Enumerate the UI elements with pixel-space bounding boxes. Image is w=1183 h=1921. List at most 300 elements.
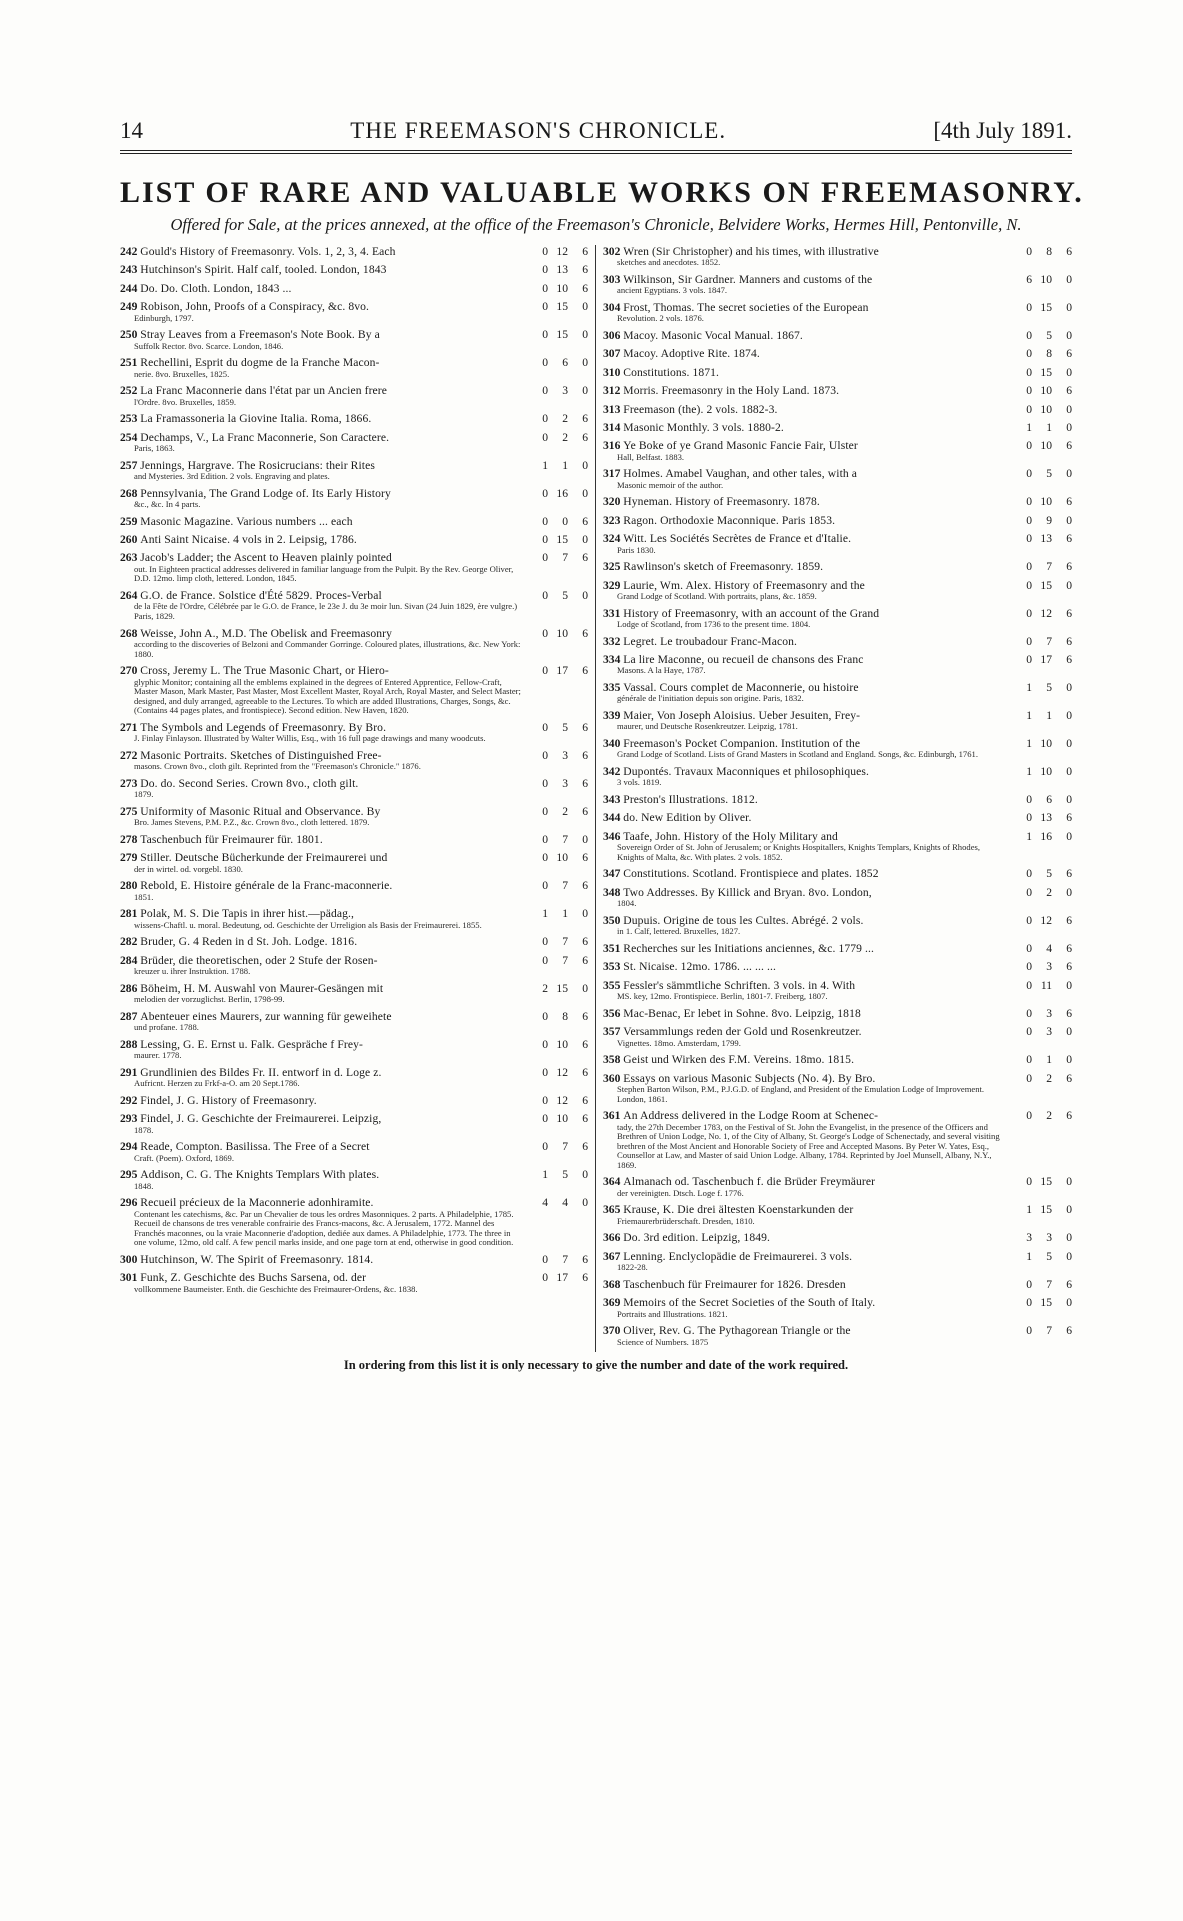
entry-number: 294 xyxy=(120,1140,138,1154)
entry-number: 347 xyxy=(603,867,621,881)
price-pence: 6 xyxy=(582,1093,588,1107)
entry-body xyxy=(120,1038,522,1061)
price-pence: 6 xyxy=(1066,1006,1072,1020)
entry-title: Findel, J. G. History of Freemasonry. xyxy=(140,1093,317,1107)
entry-title: Hutchinson, W. The Spirit of Freemasonry. 1814. xyxy=(140,1253,374,1266)
price-shillings: 15 xyxy=(1040,1296,1052,1310)
entry-number: 332 xyxy=(603,634,621,648)
entry-number: 351 xyxy=(603,941,621,955)
price-shillings: 10 xyxy=(1040,737,1052,751)
book-entry xyxy=(120,721,588,744)
book-entry xyxy=(603,1025,1072,1048)
entry-body xyxy=(120,805,522,828)
price-pounds: 0 xyxy=(1026,560,1032,574)
entry-body xyxy=(120,282,522,295)
price-pence: 6 xyxy=(582,664,588,678)
entry-body xyxy=(603,1203,1006,1226)
entry-number: 252 xyxy=(120,384,138,398)
entry-body xyxy=(120,300,522,323)
price-pence: 0 xyxy=(582,1168,588,1182)
entry-body xyxy=(603,811,1006,824)
price-pence: 0 xyxy=(1066,467,1072,481)
price-pounds: 0 xyxy=(542,356,548,370)
entry-title: Mac-Benac, Er lebet in Sohne. 8vo. Leipzig, 1818 xyxy=(623,1006,861,1020)
entry-details: Science of Numbers. 1875 xyxy=(617,1336,709,1347)
price-pounds: 3 xyxy=(1026,1231,1032,1245)
book-entry xyxy=(120,954,588,977)
price-pence: 6 xyxy=(1066,913,1072,927)
entry-body xyxy=(603,653,1006,676)
book-entry xyxy=(603,635,1072,648)
book-entry xyxy=(603,579,1072,602)
entry-title: Grundlinien des Bildes Fr. II. entworf in d. Loge z. xyxy=(140,1065,382,1079)
entry-body xyxy=(603,1231,1006,1244)
entry-details: Suffolk Rector. 8vo. Scarce. London, 1846. xyxy=(134,340,284,351)
price-pence: 6 xyxy=(582,879,588,893)
entry-number: 307 xyxy=(603,347,621,361)
price-pence: 0 xyxy=(582,458,588,472)
entry-price xyxy=(522,328,588,341)
entry-price xyxy=(522,245,588,258)
book-entry xyxy=(120,1038,588,1061)
entry-details: tady, the 27th December 1783, on the Festival of St. John the Evangelist, in the presence of the Officers and Brethren of Union Lodge, No. 1, of the City of Albany, St. George's Lodge of Schenectady, and several visiting brethren of the Most Ancient and Honorable Society of Free and Accepted Masons. By Peter W. Yates, Esq., Counsellor at Law, and Master of said Union Lodge. Albany, 1784. Reprinted by Joel Munsell, Albany, N.Y., 1869. xyxy=(617,1121,1000,1170)
price-shillings: 8 xyxy=(1046,347,1052,361)
entry-body xyxy=(603,560,1006,573)
book-entry xyxy=(120,412,588,425)
entry-body xyxy=(603,273,1006,296)
entry-number: 257 xyxy=(120,458,138,472)
entry-price xyxy=(522,777,588,790)
price-pence: 0 xyxy=(582,533,588,547)
entry-price xyxy=(1006,495,1072,508)
price-shillings: 1 xyxy=(562,458,568,472)
entry-body xyxy=(603,1109,1006,1170)
entry-price xyxy=(1006,1175,1072,1188)
book-entry xyxy=(120,589,588,622)
price-shillings: 7 xyxy=(562,1253,568,1266)
price-shillings: 3 xyxy=(562,777,568,790)
entry-title: Masonic Magazine. Various numbers ... each xyxy=(140,514,353,528)
entry-price xyxy=(522,356,588,369)
entry-price xyxy=(522,664,588,677)
entry-number: 264 xyxy=(120,589,138,603)
entry-body xyxy=(603,467,1006,490)
price-shillings: 15 xyxy=(1040,301,1052,314)
entry-number: 342 xyxy=(603,765,621,779)
book-entry xyxy=(603,1072,1072,1105)
entry-price xyxy=(1006,681,1072,694)
entry-body xyxy=(603,681,1006,704)
entry-number: 291 xyxy=(120,1065,138,1079)
book-entry xyxy=(603,245,1072,268)
price-pence: 6 xyxy=(582,721,588,734)
entry-title: Do. do. Second Series. Crown 8vo., cloth gilt. xyxy=(140,777,359,790)
entry-price xyxy=(522,1168,588,1181)
entry-title: Macoy. Masonic Vocal Manual. 1867. xyxy=(623,329,803,342)
entry-title: Versammlungs reden der Gold und Rosenkreutzer. xyxy=(623,1025,862,1039)
price-pence: 0 xyxy=(1066,1296,1072,1310)
book-entry xyxy=(603,366,1072,379)
entry-details: Stephen Barton Wilson, P.M., P.J.G.D. of England, and President of the Emulation Lodge of Improvement. London, 1861. xyxy=(617,1083,985,1104)
entry-body xyxy=(603,1175,1006,1198)
newspaper-page xyxy=(120,118,1084,1373)
entry-details: Paris, 1863. xyxy=(134,443,175,454)
book-entry xyxy=(603,1231,1072,1244)
running-header xyxy=(120,118,1072,151)
entry-body xyxy=(120,487,522,510)
book-entry xyxy=(120,935,588,948)
entry-title: Maier, Von Joseph Aloisius. Ueber Jesuiten, Frey- xyxy=(623,709,861,723)
entry-title: Ye Boke of ye Grand Masonic Fancie Fair, Ulster xyxy=(623,439,858,453)
entry-title: Bruder, G. 4 Reden in d St. Joh. Lodge. 1816. xyxy=(140,935,358,949)
price-pence: 6 xyxy=(582,851,588,865)
entry-price xyxy=(1006,914,1072,927)
price-pounds: 0 xyxy=(542,1037,548,1051)
price-shillings: 8 xyxy=(562,1009,568,1023)
price-pounds: 0 xyxy=(1026,439,1032,453)
price-pence: 0 xyxy=(1066,793,1072,807)
entry-title: Jacob's Ladder; the Ascent to Heaven plainly pointed xyxy=(140,551,392,565)
entry-price xyxy=(1006,329,1072,342)
price-pounds: 0 xyxy=(1026,365,1032,379)
price-shillings: 10 xyxy=(1040,273,1052,286)
price-shillings: 1 xyxy=(1046,1053,1052,1067)
price-pounds: 1 xyxy=(542,458,548,472)
book-entry xyxy=(603,681,1072,704)
price-shillings: 7 xyxy=(562,953,568,967)
entry-price xyxy=(1006,942,1072,955)
entry-number: 253 xyxy=(120,412,138,426)
price-pounds: 0 xyxy=(542,1271,548,1285)
entry-details: vollkommene Baumeister. Enth. die Geschichte des Freimaurer-Ordens, &c. 1838. xyxy=(134,1283,418,1294)
entry-details: Lodge of Scotland, from 1736 to the present time. 1804. xyxy=(617,619,811,630)
entry-title: Polak, M. S. Die Tapis in ihrer hist.—pädag., xyxy=(140,907,355,921)
price-pounds: 1 xyxy=(1026,1249,1032,1263)
price-pounds: 0 xyxy=(1026,301,1032,314)
entry-details: 1848. xyxy=(134,1180,154,1191)
price-pence: 0 xyxy=(1066,365,1072,379)
price-pounds: 0 xyxy=(1026,245,1032,258)
price-pounds: 0 xyxy=(1026,913,1032,927)
price-shillings: 7 xyxy=(1046,560,1052,574)
price-pounds: 0 xyxy=(542,412,548,426)
price-pounds: 0 xyxy=(542,551,548,565)
price-shillings: 5 xyxy=(1046,329,1052,342)
price-pounds: 0 xyxy=(1026,1071,1032,1085)
issue-date: [4th July 1891. xyxy=(933,118,1072,143)
price-pence: 6 xyxy=(582,1009,588,1023)
entry-number: 278 xyxy=(120,833,138,846)
price-shillings: 10 xyxy=(1040,495,1052,509)
price-pounds: 0 xyxy=(1026,1006,1032,1020)
entry-title: Freemason (the). 2 vols. 1882-3. xyxy=(623,402,778,416)
entry-title: Morris. Freemasonry in the Holy Land. 1873. xyxy=(623,384,840,398)
entry-details: according to the discoveries of Belzoni and Commander Gorringe. Coloured plates, illustrations, &c. New York: 1880. xyxy=(134,639,521,659)
entry-title: Brüder, die theoretischen, oder 2 Stufe der Rosen- xyxy=(140,953,378,967)
entry-body xyxy=(120,1112,522,1135)
price-shillings: 7 xyxy=(562,551,568,565)
entry-title: do. New Edition by Oliver. xyxy=(623,811,752,825)
entry-price xyxy=(1006,1296,1072,1309)
price-pounds: 1 xyxy=(1026,765,1032,779)
price-shillings: 7 xyxy=(1046,1324,1052,1338)
price-pounds: 0 xyxy=(1026,1175,1032,1189)
entry-price xyxy=(1006,1072,1072,1085)
price-shillings: 15 xyxy=(556,981,568,995)
book-entry xyxy=(120,833,588,846)
entry-price xyxy=(1006,366,1072,379)
entry-number: 317 xyxy=(603,467,621,481)
price-shillings: 2 xyxy=(562,430,568,444)
price-pence: 0 xyxy=(582,328,588,342)
price-pounds: 0 xyxy=(1026,467,1032,481)
book-entry xyxy=(120,384,588,407)
price-pounds: 0 xyxy=(542,935,548,949)
entry-body xyxy=(120,1271,522,1294)
price-pounds: 0 xyxy=(542,1112,548,1126)
entry-title: Vassal. Cours complet de Maconnerie, ou histoire xyxy=(623,681,859,695)
entry-number: 303 xyxy=(603,273,621,286)
price-pounds: 0 xyxy=(542,851,548,865)
entry-title: An Address delivered in the Lodge Room at Schenec- xyxy=(623,1109,879,1123)
price-pounds: 0 xyxy=(1026,867,1032,881)
entry-number: 361 xyxy=(603,1109,621,1123)
book-entry xyxy=(120,300,588,323)
entry-number: 365 xyxy=(603,1203,621,1217)
price-pence: 6 xyxy=(1066,495,1072,509)
entry-number: 279 xyxy=(120,851,138,865)
entry-title: Weisse, John A., M.D. The Obelisk and Freemasonry xyxy=(140,626,392,640)
entry-body xyxy=(603,635,1006,648)
price-pounds: 0 xyxy=(542,245,548,258)
entry-number: 251 xyxy=(120,356,138,370)
price-pence: 0 xyxy=(1066,681,1072,695)
price-pence: 6 xyxy=(1066,1324,1072,1338)
entry-number: 242 xyxy=(120,245,138,258)
book-entry xyxy=(120,805,588,828)
book-entry xyxy=(120,879,588,902)
entry-body xyxy=(120,1066,522,1089)
entry-title: Robison, John, Proofs of a Conspiracy, &c. 8vo. xyxy=(140,300,370,314)
entry-price xyxy=(1006,273,1072,286)
ordering-note: In ordering from this list it is only necessary to give the number and date of the work required. xyxy=(343,1358,849,1373)
entry-number: 296 xyxy=(120,1196,138,1210)
book-entry xyxy=(603,1250,1072,1273)
price-shillings: 12 xyxy=(556,245,568,258)
entry-details: und profane. 1788. xyxy=(134,1022,199,1033)
entry-title: Legret. Le troubadour Franc-Macon. xyxy=(623,634,797,648)
price-pence: 0 xyxy=(1066,273,1072,286)
entry-body xyxy=(120,664,522,716)
price-shillings: 6 xyxy=(1046,793,1052,807)
entry-title: Anti Saint Nicaise. 4 vols in 2. Leipsig, 1786. xyxy=(140,533,357,547)
book-entry xyxy=(603,793,1072,806)
entry-title: Jennings, Hargrave. The Rosicrucians: their Rites xyxy=(140,458,375,472)
entry-body xyxy=(603,830,1006,863)
entry-number: 295 xyxy=(120,1168,138,1182)
price-shillings: 17 xyxy=(1040,653,1052,667)
entry-title: Masonic Monthly. 3 vols. 1880-2. xyxy=(623,421,784,435)
book-entry xyxy=(120,1196,588,1248)
entry-number: 312 xyxy=(603,384,621,398)
price-pence: 6 xyxy=(582,935,588,949)
price-shillings: 0 xyxy=(562,514,568,528)
entry-body xyxy=(120,627,522,660)
price-pounds: 0 xyxy=(542,1009,548,1023)
price-pounds: 1 xyxy=(1026,709,1032,723)
entry-body xyxy=(603,245,1006,268)
price-pence: 0 xyxy=(582,907,588,921)
entry-details: der vereinigten. Dtsch. Loge f. 1776. xyxy=(617,1187,744,1198)
entry-details: maurer. 1778. xyxy=(134,1050,182,1061)
entry-price xyxy=(522,1112,588,1125)
price-shillings: 3 xyxy=(562,384,568,398)
entry-title: La lire Maconne, ou recueil de chansons des Franc xyxy=(623,653,864,667)
entry-number: 367 xyxy=(603,1249,621,1263)
entry-body xyxy=(120,551,522,584)
entry-number: 286 xyxy=(120,981,138,995)
entry-body xyxy=(603,1250,1006,1273)
entry-title: Dupuis. Origine de tous les Cultes. Abrégé. 2 vols. xyxy=(623,913,864,927)
book-entry xyxy=(120,1271,588,1294)
entry-price xyxy=(1006,960,1072,973)
entry-number: 244 xyxy=(120,281,138,295)
price-shillings: 12 xyxy=(556,1093,568,1107)
price-shillings: 10 xyxy=(556,281,568,295)
entry-price xyxy=(522,533,588,546)
entry-body xyxy=(120,935,522,948)
price-pounds: 0 xyxy=(1026,885,1032,899)
entry-details: &c., &c. In 4 parts. xyxy=(134,499,201,510)
price-pounds: 0 xyxy=(542,833,548,846)
price-pence: 6 xyxy=(582,412,588,426)
entry-body xyxy=(120,384,522,407)
price-pounds: 0 xyxy=(1026,1025,1032,1039)
entry-number: 254 xyxy=(120,430,138,444)
price-pence: 6 xyxy=(582,1037,588,1051)
entry-details: Paris 1830. xyxy=(617,544,656,555)
entry-price xyxy=(1006,1203,1072,1216)
price-shillings: 5 xyxy=(562,1168,568,1182)
entry-details: Grand Lodge of Scotland. With portraits, plans, &c. 1859. xyxy=(617,591,817,602)
entry-title: Freemason's Pocket Companion. Institution of the xyxy=(623,737,861,751)
entry-details: Bro. James Stevens, P.M. P.Z., &c. Crown 8vo., cloth lettered. 1879. xyxy=(134,817,370,828)
entry-number: 346 xyxy=(603,829,621,843)
entry-body xyxy=(120,907,522,930)
book-entry xyxy=(603,830,1072,863)
entry-body xyxy=(120,459,522,482)
entry-title: Hyneman. History of Freemasonry. 1878. xyxy=(623,495,820,509)
entry-number: 302 xyxy=(603,245,621,258)
entry-price xyxy=(1006,607,1072,620)
entry-title: Böheim, H. M. Auswahl von Maurer-Gesängen mit xyxy=(140,981,384,995)
book-entry xyxy=(120,1253,588,1266)
book-entry xyxy=(603,495,1072,508)
entry-price xyxy=(522,833,588,846)
entry-number: 270 xyxy=(120,664,138,678)
price-pence: 6 xyxy=(582,263,588,277)
entry-title: Hutchinson's Spirit. Half calf, tooled. London, 1843 xyxy=(140,263,387,277)
entry-price xyxy=(1006,579,1072,592)
entry-title: Wren (Sir Christopher) and his times, with illustrative xyxy=(623,245,879,258)
price-pence: 0 xyxy=(1066,709,1072,723)
entry-price xyxy=(522,263,588,276)
price-pounds: 1 xyxy=(542,907,548,921)
entry-title: Almanach od. Taschenbuch f. die Brüder Freymäurer xyxy=(623,1175,876,1189)
entry-number: 344 xyxy=(603,811,621,825)
price-pence: 6 xyxy=(1066,653,1072,667)
book-entry xyxy=(603,532,1072,555)
book-entry xyxy=(120,263,588,276)
entry-details: Contenant les catechisms, &c. Par un Chevalier de tous les ordres Masonniques. 2 parts. A Philadelphie, 1785. Recueil de chansons de tres venerable confrairie des Francs-macons, &c. A Jerusalem, 1772. Mannel des Franchés maconnes, ou la vraie Maconnerie d'adoption, dediée aux dames. A Philadelphie, 1773. The three in one volume, 12mo, old calf. A few pencil marks inside, and one page torn at end, otherwise in good condition. xyxy=(134,1208,514,1248)
entry-title: Funk, Z. Geschichte des Buchs Sarsena, od. der xyxy=(140,1271,367,1285)
entry-body xyxy=(603,301,1006,324)
entry-price xyxy=(1006,1025,1072,1038)
entry-number: 250 xyxy=(120,328,138,342)
price-shillings: 7 xyxy=(562,879,568,893)
entry-body xyxy=(120,1196,522,1248)
book-list xyxy=(120,245,1072,1352)
price-shillings: 7 xyxy=(562,935,568,949)
entry-details: and Mysteries. 3rd Edition. 2 vols. Engraving and plates. xyxy=(134,471,330,482)
price-pence: 6 xyxy=(582,1253,588,1266)
entry-price xyxy=(1006,1007,1072,1020)
price-shillings: 16 xyxy=(1040,829,1052,843)
book-entry xyxy=(120,1094,588,1107)
entry-body xyxy=(120,515,522,528)
entry-price xyxy=(1006,1109,1072,1122)
price-pounds: 2 xyxy=(542,981,548,995)
entry-number: 288 xyxy=(120,1037,138,1051)
entry-number: 366 xyxy=(603,1231,621,1245)
price-shillings: 4 xyxy=(562,1196,568,1210)
entry-number: 348 xyxy=(603,885,621,899)
entry-price xyxy=(522,1010,588,1023)
price-shillings: 16 xyxy=(556,486,568,500)
entry-body xyxy=(120,982,522,1005)
entry-details: 1804. xyxy=(617,898,637,909)
price-pounds: 0 xyxy=(542,1253,548,1266)
book-entry xyxy=(120,431,588,454)
book-entry xyxy=(603,329,1072,342)
price-shillings: 5 xyxy=(1046,467,1052,481)
price-pounds: 0 xyxy=(1026,578,1032,592)
entry-number: 368 xyxy=(603,1277,621,1291)
price-pounds: 0 xyxy=(542,533,548,547)
entry-number: 280 xyxy=(120,879,138,893)
entry-price xyxy=(1006,793,1072,806)
entry-details: Sovereign Order of St. John of Jerusalem; or Knights Hospitallers, Knights Templars, Knights of Rhodes, Knights of Malta, &c. With plates. 2 vols. 1852. xyxy=(617,842,981,862)
price-shillings: 13 xyxy=(1040,811,1052,825)
entry-details: melodien der vorzuglichst. Berlin, 1798-99. xyxy=(134,994,285,1005)
book-entry xyxy=(603,886,1072,909)
price-pence: 0 xyxy=(1066,513,1072,527)
book-entry xyxy=(120,459,588,482)
entry-price xyxy=(522,805,588,818)
entry-body xyxy=(120,1010,522,1033)
entry-title: Oliver, Rev. G. The Pythagorean Triangle or the xyxy=(623,1324,851,1338)
price-pence: 6 xyxy=(582,551,588,565)
entry-title: Memoirs of the Secret Societies of the South of Italy. xyxy=(623,1296,876,1310)
book-entry xyxy=(120,1140,588,1163)
price-pence: 0 xyxy=(582,300,588,314)
book-entry xyxy=(120,245,588,258)
entry-price xyxy=(522,412,588,425)
book-entry xyxy=(603,1007,1072,1020)
entry-title: Rechellini, Esprit du dogme de la Franche Macon- xyxy=(140,356,380,370)
price-pence: 0 xyxy=(1066,1203,1072,1217)
book-entry xyxy=(120,1010,588,1033)
